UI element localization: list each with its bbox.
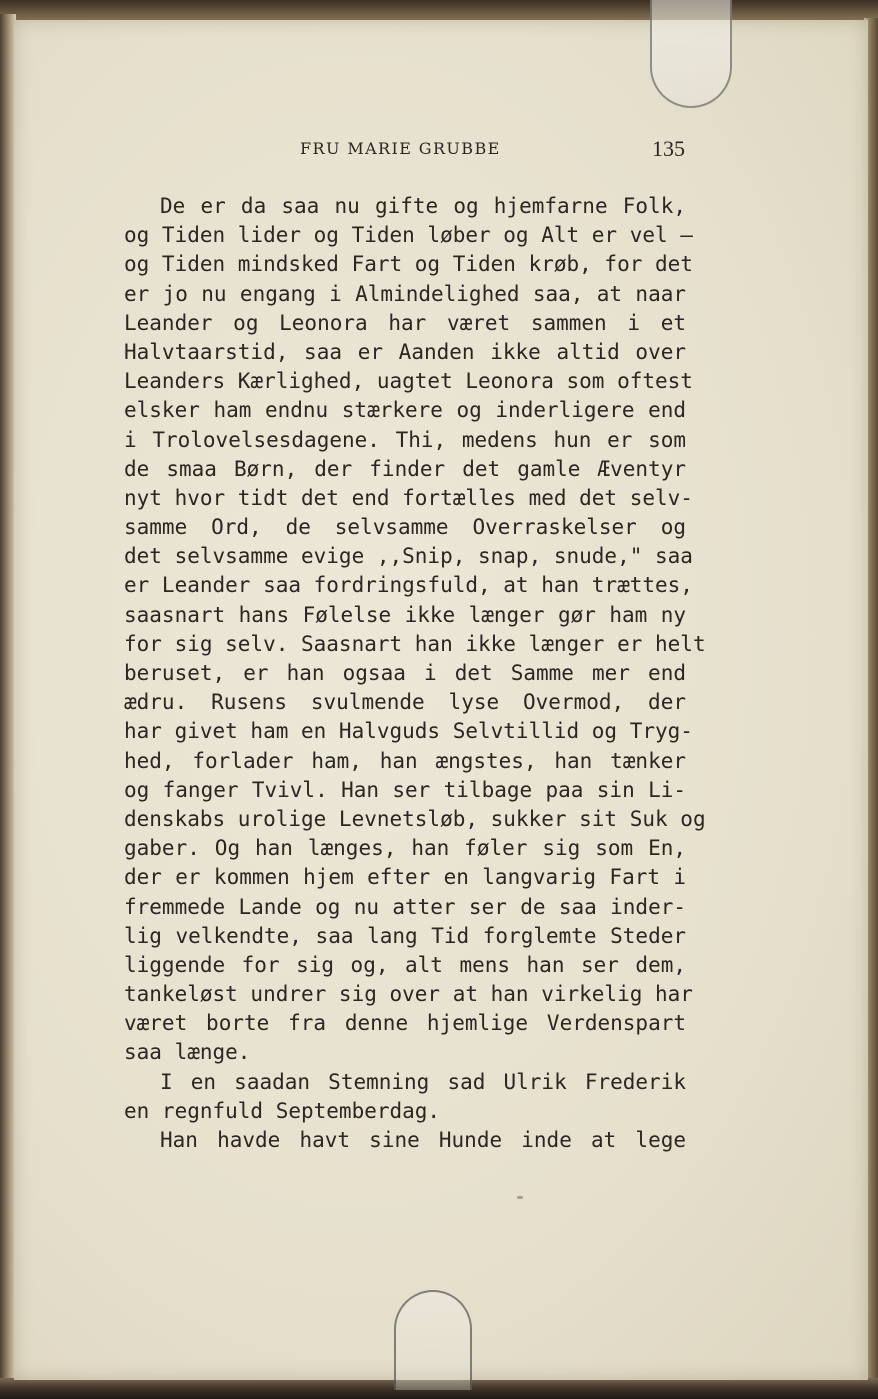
text-line: gaber. Og han længes, han føler sig som En,: [124, 836, 686, 861]
text-line: en regnfuld Septemberdag.: [124, 1098, 441, 1123]
text-line: beruset, er han ogsaa i det Samme mer end: [124, 661, 686, 685]
text-line: været borte fra denne hjemlige Verdenspart: [124, 1011, 686, 1036]
text-line: liggende for sig og, alt mens han ser dem,: [124, 952, 686, 977]
text-line: saasnart hans Følelse ikke længer gør ham ny: [124, 602, 686, 627]
text-line: De er da saa nu gifte og hjemfarne Folk,: [160, 194, 686, 218]
page-number: 135: [652, 136, 685, 161]
body-text: [124, 192, 706, 1155]
text-line: nyt hvor tidt det end fortælles med det selv-: [124, 485, 693, 510]
text-line: lig velkendte, saa lang Tid forglemte Steder: [124, 923, 686, 948]
text-line: Han havde havt sine Hunde inde at lege: [160, 1128, 686, 1152]
text-line: fremmede Lande og nu atter ser de saa inder-: [124, 894, 686, 919]
text-line: og fanger Tvivl. Han ser tilbage paa sin Li-: [124, 777, 686, 802]
text-line: Leander og Leonora har været sammen i et: [124, 310, 686, 335]
text-line: der er kommen hjem efter en langvarig Fart i: [124, 865, 686, 890]
text-line: tankeløst undrer sig over at han virkelig har: [124, 982, 693, 1007]
page-clip-top: [650, 0, 732, 108]
page-clip-bottom: [394, 1290, 472, 1390]
text-line: er Leander saa fordringsfuld, at han trættes,: [124, 573, 693, 598]
text-line: det selvsamme evige ,,Snip, snap, snude," saa: [124, 544, 693, 569]
text-line: og Tiden mindsked Fart og Tiden krøb, for det: [124, 252, 693, 277]
text-line: har givet ham en Halvguds Selvtillid og Tryg-: [124, 719, 693, 744]
text-line: saa længe.: [124, 1040, 251, 1065]
text-line: denskabs urolige Levnetsløb, sukker sit Suk og: [124, 806, 706, 831]
text-line: er jo nu engang i Almindelighed saa, at naar: [124, 281, 686, 306]
text-line: og Tiden lider og Tiden løber og Alt er vel —: [124, 223, 693, 248]
running-title: FRU MARIE GRUBBE: [300, 139, 501, 158]
text-line: i Trolovelsesdagene. Thi, medens hun er som: [124, 427, 686, 452]
text-line: de smaa Børn, der finder det gamle Æventyr: [124, 456, 686, 481]
text-line: for sig selv. Saasnart han ikke længer er helt: [124, 631, 706, 656]
text-line: samme Ord, de selvsamme Overraskelser og: [124, 515, 686, 540]
text-line: Leanders Kærlighed, uagtet Leonora som oftest: [124, 369, 693, 394]
text-line: Halvtaarstid, saa er Aanden ikke altid over: [124, 339, 686, 364]
paper-speck: [517, 1196, 523, 1199]
text-line: elsker ham endnu stærkere og inderligere end: [124, 398, 686, 423]
text-line: ædru. Rusens svulmende lyse Overmod, der: [124, 690, 686, 715]
text-line: hed, forlader ham, han ængstes, han tænker: [124, 748, 686, 773]
text-line: I en saadan Stemning sad Ulrik Frederik: [160, 1069, 686, 1094]
book-top-edge: [0, 0, 878, 22]
